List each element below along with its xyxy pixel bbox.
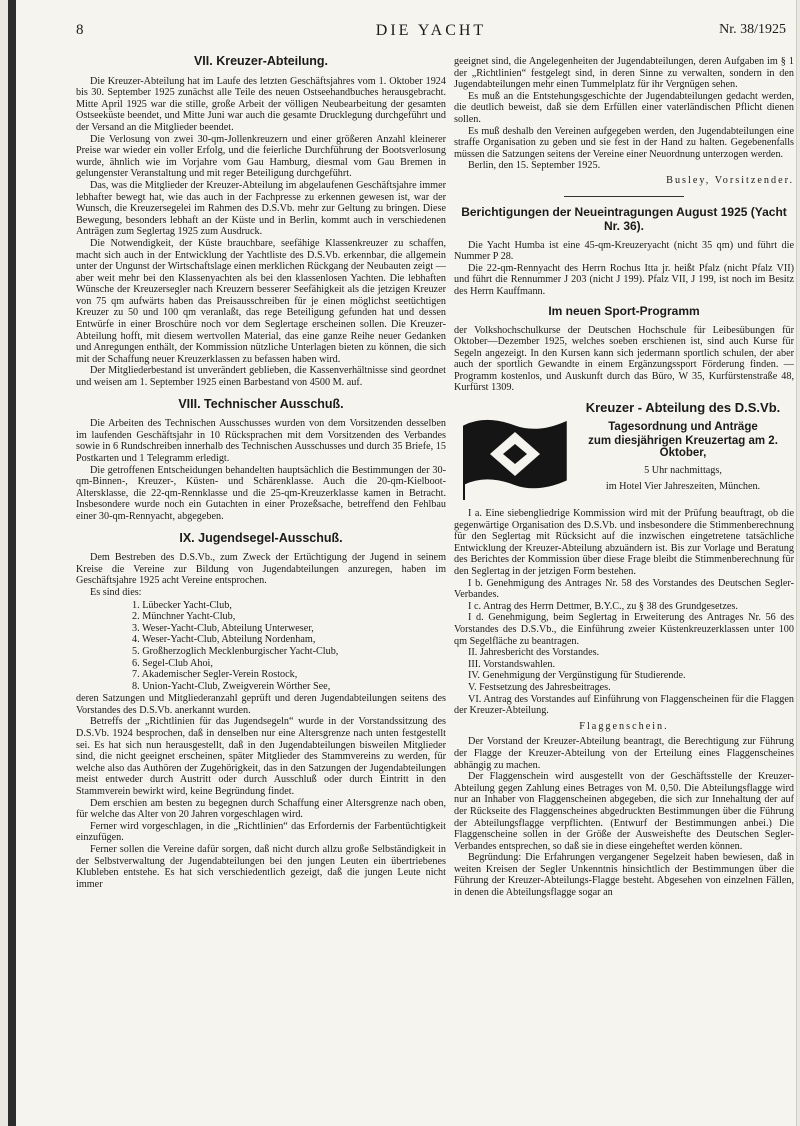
list-item: 1. Lübecker Yacht-Club, xyxy=(132,599,232,611)
paragraph: Die getroffenen Entscheidungen behandelten hauptsächlich die Bestimmungen der 30-qm-Binnen-, Kreuzer-, Küsten- und Schärenklasse. Auch die 20-qm-Kielboot-Altersklasse, die 22-qm-Rennklasse und die 25-qm-Kreuzerklasse kamen in Betracht. Insbesondere wurde noch ein Gutachten in einer Prozeßsache, betreffend den Fehlbau einer 30-qm-Rennyacht, abgegeben. xyxy=(76,464,446,522)
agenda-item: I c. Antrag des Herrn Dettmer, B.Y.C., zu § 38 des Grundgesetzes. xyxy=(468,600,738,612)
section-title-technik: VIII. Technischer Ausschuß. xyxy=(178,396,344,411)
flaggenschein-title: Flaggenschein. xyxy=(579,720,669,732)
list-item: 7. Akademischer Segler-Verein Rostock, xyxy=(132,669,298,681)
page-header xyxy=(76,22,786,42)
section-title-sport-programm: Im neuen Sport-Programm xyxy=(548,303,700,318)
paragraph: Das, was die Mitglieder der Kreuzer-Abteilung im abgelaufenen Geschäftsjahre immer lebhafter bewegt hat, wie das auch in der Fachpresse zu erkennen gewesen ist, war der Wunsch, die Kreuzersegelei im Rahmen des D.S.Vb. mehr zur Geltung zu bringen. Diese Bewegung, besonders lebhaft an der Küste und in Berlin, kommt auch in verschiedenen Anträgen zum Seglertag 1925 zum Ausdruck. xyxy=(76,179,446,238)
kreuzer-abteilung-title: Kreuzer - Abteilung des D.S.Vb. xyxy=(585,400,781,416)
section-title-jugend: IX. Jugendsegel-Ausschuß. xyxy=(179,530,343,545)
paragraph: Die Kreuzer-Abteilung hat im Laufe des letzten Geschäftsjahres vom 1. Oktober 1924 bis 30. September 1925 zunächst alle Teile des neuen Ostseehandbuches herausgebracht. Mitte April 1925 war die stille, große Arbeit der völligen Neubearbeitung der gesamten Ostseeküste beendet, und Mitte Juni war auch die gesamte Drucklegung durchgeführt und der Versand an die Mitglieder beendet. xyxy=(76,75,446,133)
list-item: 4. Weser-Yacht-Club, Abteilung Nordenham, xyxy=(132,634,316,646)
paragraph: Die Notwendigkeit, der Küste brauchbare, seefähige Klassenkreuzer zu schaffen, macht sich auch in der Entwicklung der Yachtliste des D.S.Vb. erkennbar, die allgemein unter der Ungunst der Wirtschaftslage einen merklichen Rückgang der Neubauten zeigt — aber weit mehr bei den Klassenyachten als bei den klassenlosen Yachten. Die lebhaften Wünsche der Kreuzersegler nach Kreuzern besserer Seefähigkeit als die jetzigen Kreuzer von 75 qm aufwärts haben das Preisausschreiben für je einen möglichst seetüchtigen Kreuzer zu 50 und 100 qm veranlaßt, das rege Beteiligung gefunden hat und dessen Entwürfe in einer Broschüre noch vor dem Seglertage erscheinen sollen. Die Kreuzer-Abteilung hofft, mit diesem wertvollen Material, das eine ganze Reihe neuer Gedanken und Anregungen enthält, der Kommission nützliche Unterlagen bieten zu können, die sich mit der Schaffung neuer Kreuzerklassen zu befassen haben wird. xyxy=(76,237,446,365)
paragraph: Betreffs der „Richtlinien für das Jugendsegeln“ wurde in der Vorstandssitzung des D.S.Vb. 1924 besprochen, daß in denselben nur eine Altersgrenze nach unten festgestellt sei. Es hat sich nun herausgestellt, daß in den Jugendabteilungen bisweilen Mitglieder sind, die nicht geeignet erscheinen, später Mitglieder des Stammvereins zu werden, für welche also das Authören der Zugehörigkeit, das in den Satzungen der Jugendabteilungen meist entweder durch Austritt oder durch Ausschluß oder durch Eintritt in den Stammverein bewirkt wird, keine Begründung findet. xyxy=(76,716,446,798)
left-column xyxy=(76,56,446,1116)
date-line: Berlin, den 15. September 1925. xyxy=(468,160,601,172)
agenda-item: V. Festsetzung des Jahresbeitrages. xyxy=(468,681,611,693)
tagesordnung-title: Tagesordnung und Anträge xyxy=(608,420,758,433)
paragraph: Ferner wird vorgeschlagen, in die „Richtlinien“ das Erfordernis der Farbentüchtigkeit einzufügen. xyxy=(76,820,446,844)
paragraph: geeignet sind, die Angelegenheiten der Jugendabteilungen, deren Aufgaben im § 1 der „Richtlinien“ festgelegt sind, in deren Sinne zu verwalten, sondern in den Jugendabteilungen mehr einen Tummelplatz für ihr Vergnügen sehen. xyxy=(454,56,794,91)
kreuzer-abteilung-flag-icon xyxy=(460,414,570,500)
list-item: 2. Münchner Yacht-Club, xyxy=(132,611,236,623)
agenda-item: I a. Eine siebengliedrige Kommission wird mit der Prüfung beauftragt, ob die gegenwärtige Organisation des D.S.Vb. und insbesondere die Stimmenberechnung für den Seglertag mit Rücksicht auf die inzwischen eingetretene tatsächliche Entwicklung der Kreuzer-Abteilung abzuändern ist. Bis zur Vorlage und Beratung des Berichtes der Kommission über diese Frage bleibt die Stimmenberechnung für den Seglertag in der jetzigen Form bestehen. xyxy=(454,508,794,578)
paragraph: deren Satzungen und Mitgliederanzahl geprüft und deren Jugendabteilungen seitens des Vorstandes des D.S.Vb. anerkannt wurden. xyxy=(76,693,446,716)
agenda-item: I b. Genehmigung des Antrages Nr. 58 des Vorstandes des Deutschen Segler-Verbandes. xyxy=(454,577,794,601)
paragraph: Die Verlosung von zwei 30-qm-Jollenkreuzern und einer größeren Anzahl kleinerer Preise war wieder ein voller Erfolg, und die feierliche Durchführung der Bootsverlosung wurde, ähnlich wie im Vorjahre vom Gau Hamburg, diesmal vom Gau Bremen in gelungenster Veranstaltung und mit reger Beteiligung durchgeführt. xyxy=(76,133,446,180)
magazine-title: DIE YACHT xyxy=(375,22,487,39)
paragraph: Der Flaggenschein wird ausgestellt von der Geschäftsstelle der Kreuzer-Abteilung gegen Zahlung eines Betrages von M. 0,50. Die Abteilungsflagge wird nur an Inhaber von Flaggenscheinen abgegeben, die sich zur Innehaltung der auf der Rückseite des Flaggenscheines abgedruckten Bestimmungen über die Führung der Abteilungsflagge verpflichten. (Entwurf der Bestimmungen anbei.) Die Flaggenscheine sollen in der Größe der Ausweishefte des Deutschen Segler-Verbandes entsprechen, so daß sie in diese eingeheftet werden können. xyxy=(454,771,794,852)
paragraph: Es muß deshalb den Vereinen aufgegeben werden, den Jugendabteilungen eine straffe Organisation zu geben und sie fest in der Hand zu halten. Gegebenenfalls müssen die Satzungen seitens der Vereine einer Neuordnung unterzogen werden. xyxy=(454,125,794,160)
section-title-berichtigungen: Berichtigungen der Neueintragungen August 1925 (Yacht Nr. 36). xyxy=(461,204,787,233)
hotel-line: im Hotel Vier Jahreszeiten, München. xyxy=(605,481,761,493)
agenda-item: VI. Antrag des Vorstandes auf Einführung von Flaggenscheinen für die Flaggen der Kreuzer-Abteilung. xyxy=(454,693,794,717)
paragraph: Der Vorstand der Kreuzer-Abteilung beantragt, die Berechtigung zur Führung der Flagge der Kreuzer-Abteilung von der Erteilung eines Flaggenscheines abhängig zu machen. xyxy=(454,736,794,771)
list-item: 8. Union-Yacht-Club, Zweigverein Wörther See, xyxy=(132,680,331,692)
section-title-kreuzer: VII. Kreuzer-Abteilung. xyxy=(193,56,329,68)
divider xyxy=(564,196,684,197)
time-line: 5 Uhr nachmittags, xyxy=(644,465,722,477)
paragraph: Dem Bestreben des D.S.Vb., zum Zweck der Ertüchtigung der Jugend in seinem Kreise die Vereine zur Bildung von Jugendabteilungen anzuregen, haben im Geschäftsjahre 1925 acht Vereine entsprochen. xyxy=(76,552,446,587)
club-list xyxy=(76,600,446,693)
kreuzertag-title: zum diesjährigen Kreuzertag am 2. Oktober, xyxy=(588,435,778,459)
kreuzer-notice-header xyxy=(454,402,794,502)
page xyxy=(8,0,797,1126)
paragraph: Dem erschien am besten zu begegnen durch Schaffung einer Altersgrenze nach oben, für welche das Alter von 20 Jahren vorgeschlagen wird. xyxy=(76,797,446,821)
signature: Busley, Vorsitzender. xyxy=(666,174,794,186)
paragraph: Es muß an die Entstehungsgeschichte der Jugendabteilungen gedacht werden, die deutlich beweist, daß sie dem Erfüllen einer vaterländischen Pflicht dienen sollen. xyxy=(454,90,794,125)
paragraph: Die 22-qm-Rennyacht des Herrn Rochus Itta jr. heißt Pfalz (nicht Pfalz VII) und führt die Rennummer J 203 (nicht J 199). Pfalz VII, J 199, ist noch im Besitz des Herrn Kauffmann. xyxy=(454,262,794,297)
agenda-item: II. Jahresbericht des Vorstandes. xyxy=(468,647,600,659)
list-item: 5. Großherzoglich Mecklenburgischer Yacht-Club, xyxy=(132,645,339,657)
right-column xyxy=(454,56,794,1116)
paragraph: der Volkshochschulkurse der Deutschen Hochschule für Leibesübungen für Oktober—Dezember 1925, welches soeben erschienen ist, sind auch Kurse für Segeln angezeigt. In den Kursen kann sich jedermann sportlich schulen, der aber auch der sportlich Gewandte in einem Ergänzungssport Förderung finden. — Programm kostenlos, und Auskunft durch das Büro, W 35, Kurfürstenstraße 48, Kurfürst 1309. xyxy=(454,324,794,394)
list-item: 6. Segel-Club Ahoi, xyxy=(132,657,213,669)
paragraph: Begründung: Die Erfahrungen vergangener Segelzeit haben bewiesen, daß in weiten Kreisen der Segler Unkenntnis hinsichtlich der Bestimmungen über die Führung der Kreuzer-Abteilungs-Flagge besteht. Abgesehen von einzelnen Fällen, in denen die Abteilungsflagge sogar an xyxy=(454,852,794,899)
paragraph: Die Arbeiten des Technischen Ausschusses wurden von dem Vorsitzenden desselben im laufenden Geschäftsjahr in 10 Rücksprachen mit dem Vorsitzenden des Verbandes sowie in 6 Rundschreiben innerhalb des Technischen Ausschusses und durch 35 Briefe, 15 Postkarten und 1 Telegramm erledigt. xyxy=(76,418,446,464)
list-item: 3. Weser-Yacht-Club, Abteilung Unterweser, xyxy=(132,622,314,634)
paragraph: Der Mitgliederbestand ist unverändert geblieben, die Kassenverhältnisse sind geordnet und weisen am 1. September 1925 einen Barbestand von 4500 M. auf. xyxy=(76,365,446,389)
agenda-item: III. Vorstandswahlen. xyxy=(468,658,556,670)
paragraph: Die Yacht Humba ist eine 45-qm-Kreuzeryacht (nicht 35 qm) und führt die Nummer P 28. xyxy=(454,239,794,263)
agenda-item: I d. Genehmigung, beim Seglertag in Erweiterung des Antrages Nr. 56 des Vorstandes des D.S.Vb., die Einführung zweier Küstenkreuzerklassen unter 100 qm Segelfläche zu beantragen. xyxy=(454,612,794,647)
paragraph: Es sind dies: xyxy=(90,586,142,598)
paragraph: Ferner sollen die Vereine dafür sorgen, daß nicht durch allzu große Selbständigkeit in der Selbstverwaltung der Jugendabteilungen bei den jungen Leuten ein übertriebenes Klubleben entstehe. Es hat sich verschiedentlich gezeigt, daß die jungen Leute nicht immer xyxy=(76,844,446,890)
page-binding-edge xyxy=(8,0,16,1126)
agenda-item: IV. Genehmigung der Vergünstigung für Studierende. xyxy=(468,670,686,682)
issue-number: Nr. 38/1925 xyxy=(719,22,786,37)
page-number: 8 xyxy=(76,22,84,38)
